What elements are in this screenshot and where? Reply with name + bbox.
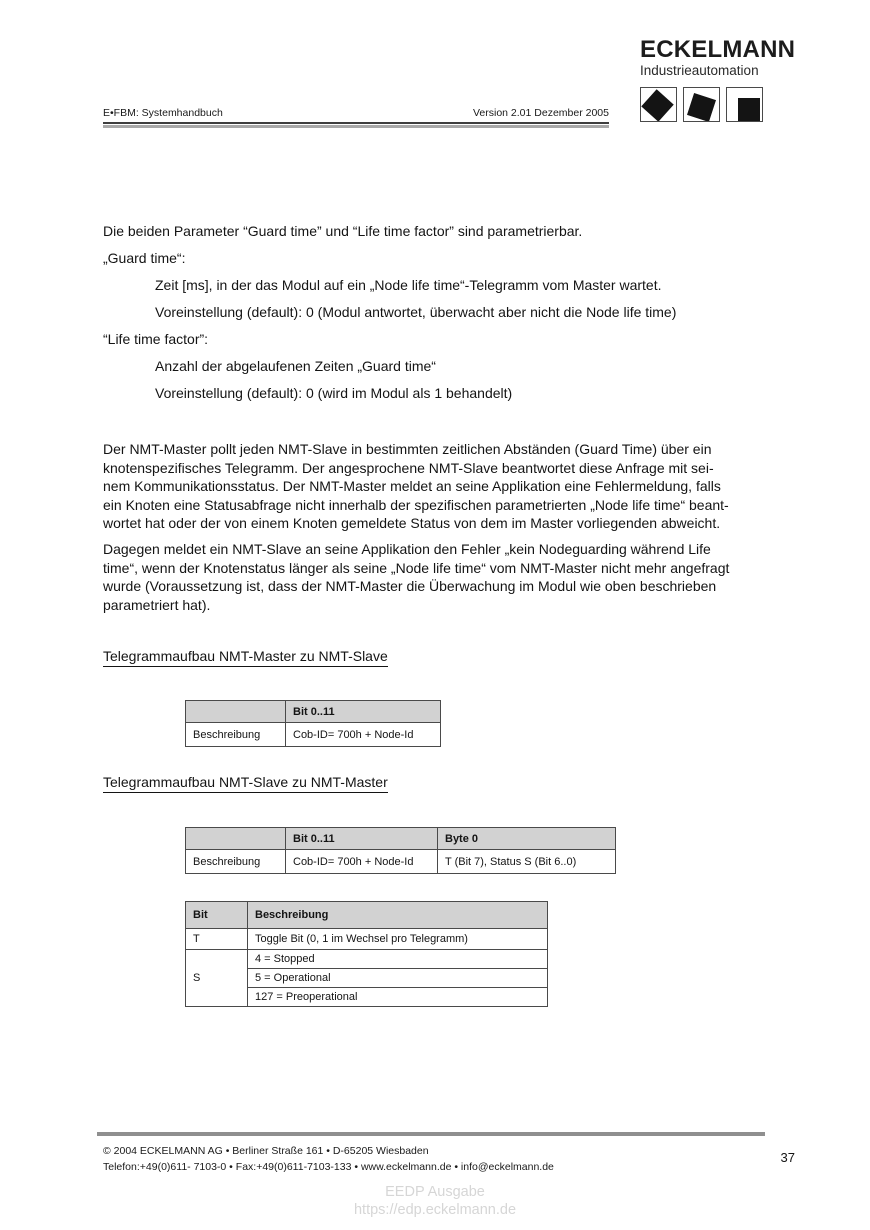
logo-square-straight-icon (726, 87, 763, 122)
table-cell-value: T (Bit 7), Status S (Bit 6..0) (438, 850, 616, 874)
section-heading-master-to-slave: Telegrammaufbau NMT-Master zu NMT-Slave (103, 648, 388, 667)
life-time-factor-label: “Life time factor”: (103, 331, 209, 347)
table-cell-bit-s: S (186, 950, 248, 1007)
watermark-edition-text: EEDP Ausgabe (385, 1184, 485, 1200)
company-logo (640, 36, 796, 122)
header-version: Version 2.01 Dezember 2005 (472, 107, 609, 119)
logo-squares-icon (640, 87, 775, 122)
paragraph-line: Der NMT-Master pollt jeden NMT-Slave in bestimmten zeitlichen Abständen (Guard Time) über ein (103, 441, 712, 457)
table-row (186, 850, 616, 874)
telegram-table-master-to-slave (185, 700, 441, 747)
table-cell-label: Beschreibung (186, 723, 286, 747)
paragraph-line: time“, wenn der Knotenstatus länger als seine „Node life time“ vom NMT-Master nicht mehr angefragt (103, 559, 730, 576)
table-cell-value: Cob-ID= 700h + Node-Id (286, 850, 438, 874)
paragraph-line: parametriert hat). (103, 596, 211, 613)
logo-square-tilted-45-icon (640, 87, 677, 122)
logo-subtitle-text: Industrieautomation (640, 63, 759, 79)
paragraph-line: wortet hat oder der von einem Knoten gemeldete Status von dem im Master vorliegenden abweicht. (103, 515, 721, 531)
table-header-cell-bit: Bit (186, 902, 248, 929)
page-header (103, 107, 609, 119)
footer-contact-line: Telefon:+49(0)611- 7103-0 • Fax:+49(0)611-7103-133 • www.eckelmann.de • info@eckelmann.de (103, 1160, 554, 1173)
logo-brand-text: ECKELMANN (640, 36, 796, 63)
table-header-cell-bit: Bit 0..11 (286, 701, 441, 723)
telegram-table-slave-to-master (185, 827, 616, 874)
footer-address (103, 1144, 554, 1175)
table-header-cell-byte: Byte 0 (438, 828, 616, 850)
header-rule-thick-line (103, 125, 609, 128)
table-cell-status-value: 5 = Operational (248, 969, 548, 988)
page-number: 37 (780, 1150, 795, 1165)
watermark-url-text: https://edp.eckelmann.de (353, 1202, 517, 1218)
paragraph-line: wurde (Voraussetzung ist, dass der NMT-Master die Überwachung im Modul wie oben beschrieben (103, 578, 717, 594)
paragraph-line: ein Knoten eine Statusabfrage nicht innerhalb der spezifischen parametrierten „Node life time“ beant- (103, 496, 729, 513)
footer-copyright-line: © 2004 ECKELMANN AG • Berliner Straße 161 • D-65205 Wiesbaden (103, 1145, 429, 1157)
table-row-status (186, 950, 548, 969)
guard-time-item: Zeit [ms], in der das Modul auf ein „Node life time“-Telegramm vom Master wartet. (155, 277, 662, 293)
paragraph-nmt-slave-error (103, 540, 729, 614)
table-cell-status-value: 127 = Preoperational (248, 988, 548, 1007)
paragraph-line: nem Kommunikationsstatus. Der NMT-Master meldet an seine Applikation eine Fehlermeldung, falls (103, 478, 721, 494)
life-time-item: Anzahl der abgelaufenen Zeiten „Guard time“ (155, 358, 436, 374)
paragraph-nmt-master-polling (103, 440, 729, 533)
paragraph-line: Dagegen meldet ein NMT-Slave an seine Applikation den Fehler „kein Nodeguarding während Life (103, 541, 711, 557)
guard-time-label: „Guard time“: (103, 250, 186, 266)
paragraph-line: knotenspezifisches Telegramm. Der angesprochene NMT-Slave beantwortet diese Anfrage mit sei- (103, 459, 714, 476)
table-cell-toggle-desc: Toggle Bit (0, 1 im Wechsel pro Telegramm) (248, 929, 548, 950)
table-header-cell-beschreibung: Beschreibung (248, 902, 548, 929)
header-rule-thin-line (103, 122, 609, 124)
life-time-item: Voreinstellung (default): 0 (wird im Modul als 1 behandelt) (155, 385, 513, 401)
table-header-cell-bit: Bit 0..11 (286, 828, 438, 850)
table-header-cell-empty (186, 828, 286, 850)
watermark (0, 1183, 870, 1219)
section-heading-slave-to-master: Telegrammaufbau NMT-Slave zu NMT-Master (103, 774, 388, 793)
table-cell-label: Beschreibung (186, 850, 286, 874)
header-doc-title: E•FBM: Systemhandbuch (103, 107, 223, 119)
intro-line: Die beiden Parameter “Guard time” und “Life time factor” sind parametrierbar. (103, 223, 583, 239)
table-cell-value: Cob-ID= 700h + Node-Id (286, 723, 441, 747)
header-rule (103, 122, 609, 128)
logo-square-tilted-20-icon (683, 87, 720, 122)
guard-time-item: Voreinstellung (default): 0 (Modul antwortet, überwacht aber nicht die Node life time) (155, 304, 677, 320)
bit-description-table (185, 901, 548, 1007)
footer-rule (97, 1132, 765, 1136)
table-header-cell-empty (186, 701, 286, 723)
table-cell-status-value: 4 = Stopped (248, 950, 548, 969)
table-cell-bit-t: T (186, 929, 248, 950)
table-row-toggle-bit (186, 929, 548, 950)
table-row (186, 723, 441, 747)
